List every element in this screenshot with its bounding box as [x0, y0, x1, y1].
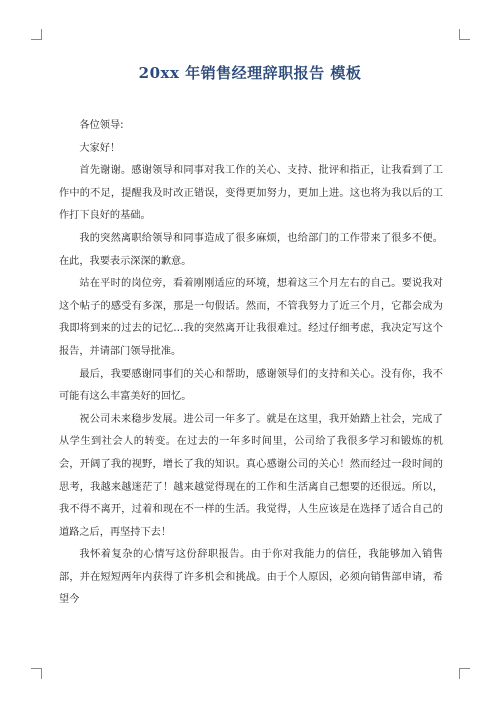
paragraph: 我怀着复杂的心情写这份辞职报告。由于你对我能力的信任，我能够加入销售部，并在短短两年内获得了许多机会和挑战。由于个人原因，必须向销售部申请，希望今 — [59, 549, 443, 606]
paragraph: 最后，我要感谢同事们的关心和帮助，感谢领导们的支持和关心。没有你，我不可能有这么丰富美好的回忆。 — [59, 368, 443, 403]
paragraph: 首先谢谢。感谢领导和同事对我工作的关心、支持、批评和指正，让我看到了工作中的不足，提醒我及时改正错误，变得更加努力，更加上进。这也将为我以后的工作打下良好的基础。 — [59, 165, 443, 222]
crop-mark-bottom-right — [459, 668, 470, 679]
paragraph: 我的突然离职给领导和同事造成了很多麻烦，也给部门的工作带来了很多不便。在此，我要表示深深的歉意。 — [59, 232, 443, 267]
paragraph: 祝公司未来稳步发展。进公司一年多了。就是在这里，我开始踏上社会，完成了从学生到社会人的转变。在过去的一年多时间里，公司给了我很多学习和锻炼的机会，开阔了我的视野，增长了我的知识。真心感谢公司的关心！然而经过一段时间的思考，我越来越迷茫了！越来越觉得现在的工作和生活离自己想要的还很远。所以，我不得不离开，过着和现在不一样的生活。我觉得，人生应该是在选择了适合自己的道路之后，再坚持下去！ — [59, 413, 443, 538]
paragraph-greeting: 大家好！ — [79, 142, 121, 154]
crop-mark-top-left — [31, 29, 42, 40]
crop-mark-bottom-left — [31, 668, 42, 679]
paragraph-salutation: 各位领导: — [79, 120, 124, 131]
paragraph: 站在平时的岗位旁，看着刚刚适应的环境，想着这三个月左右的自己。要说我对这个帖子的感受有多深，那是一句假话。然而，不管我努力了近三个月，它都会成为我即将到来的过去的记忆…我的突然离开让我很难过。经过仔细考虑，我决定写这个报告，并请部门领导批准。 — [59, 278, 443, 357]
document-title: 20xx 年销售经理辞职报告 模板 — [138, 64, 362, 82]
crop-mark-top-right — [459, 29, 470, 40]
document-body — [59, 115, 443, 612]
